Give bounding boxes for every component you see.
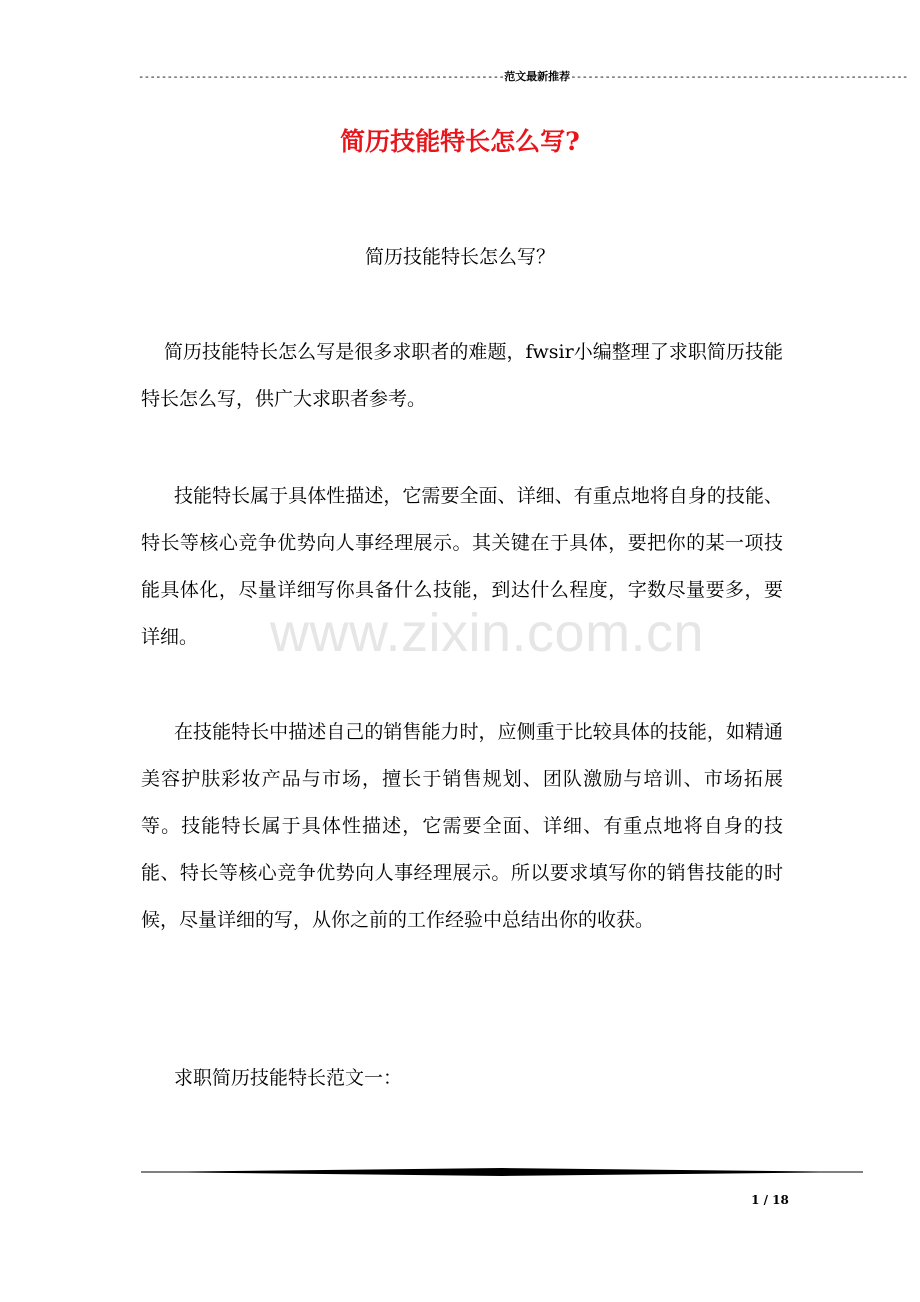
header-dashes-left: ---------------------------------------------------------------- [138, 71, 505, 83]
paragraph-sales-skills: 在技能特长中描述自己的销售能力时，应侧重于比较具体的技能，如精通美容护肤彩妆产品与市场，擅长于销售规划、团队激励与培训、市场拓展等。技能特长属于具体性描述，它需要全面、详细、有重点地将自身的技能、特长等核心竞争优势向人事经理展示。所以要求填写你的销售技能的时候，尽量详细的写，从你之前的工作经验中总结出你的收获。 [141, 721, 783, 931]
page-indicator: 1 / 18 [751, 1193, 789, 1207]
paragraph-intro: 简历技能特长怎么写是很多求职者的难题，fwsir小编整理了求职简历技能特长怎么写，供广大求职者参考。 [141, 341, 783, 410]
document-title: 简历技能特长怎么写? [340, 127, 580, 156]
paragraph-sample-heading: 求职简历技能特长范文一： [174, 1067, 403, 1089]
header-dashes-right: ----------------------------------------------------------- [570, 71, 908, 83]
paragraph-skills-description: 技能特长属于具体性描述，它需要全面、详细、有重点地将自身的技能、特长等核心竞争优势向人事经理展示。其关键在于具体，要把你的某一项技能具体化，尽量详细写你具备什么技能，到达什么程度，字数尽量要多，要详细。 [141, 485, 783, 648]
header-label: 范文最新推荐 [504, 70, 571, 83]
watermark: www.zixin.com.cn [270, 603, 705, 663]
document-subtitle: 简历技能特长怎么写？ [364, 246, 555, 268]
footer-divider [141, 1166, 863, 1178]
header-rule [138, 68, 908, 84]
